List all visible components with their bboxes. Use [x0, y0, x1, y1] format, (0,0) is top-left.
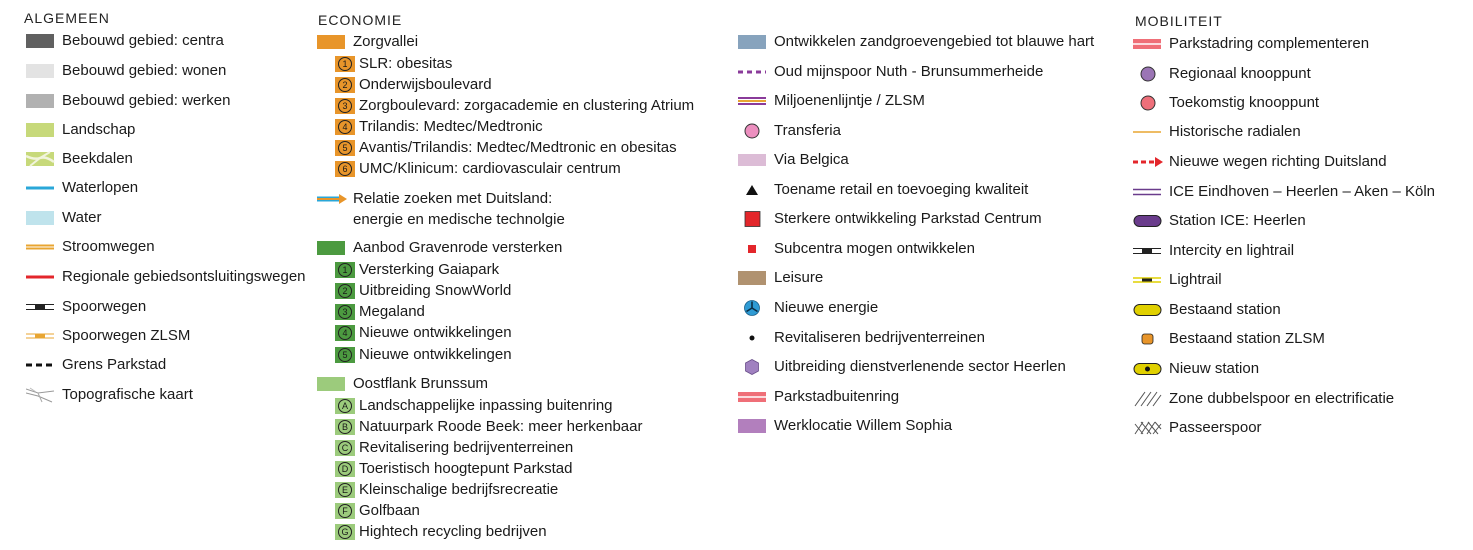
legend-label: Spoorwegen — [62, 298, 147, 315]
retail-triangle-icon — [738, 182, 768, 198]
legend-item-zorg-3 — [335, 95, 694, 116]
legend-item-stroomwegen — [26, 236, 155, 257]
legend-item-oud-mijnspoor — [738, 61, 1043, 82]
legend-label: Nieuwe ontwikkelingen — [359, 324, 512, 341]
letter-badge-icon: D — [335, 461, 355, 477]
legend-item-gravenrode-4 — [335, 322, 512, 343]
legend-label: Oud mijnspoor Nuth - Brunsummerheide — [774, 63, 1044, 80]
zlsm-station-icon — [1133, 331, 1163, 347]
legend-item-gravenrode-1 — [335, 259, 499, 280]
legend-item-buitenring — [738, 386, 899, 407]
legend-item-zorg-4 — [335, 116, 543, 137]
zlsm-line-icon — [26, 328, 56, 344]
gravenrode-swatch-icon — [317, 240, 347, 256]
legend-item-regionaal-knooppunt — [1133, 63, 1311, 84]
bestaand-station-icon — [1133, 302, 1163, 318]
legend-item-bestaand-station — [1133, 299, 1281, 320]
legend-label: Landschap — [62, 121, 136, 138]
legend-item-zlsm — [26, 325, 190, 346]
arrow-dashed-icon — [1133, 154, 1163, 170]
legend-label: Versterking Gaiapark — [359, 261, 500, 278]
legend-item-ice-station — [1133, 210, 1306, 231]
legend-item-retail — [738, 179, 1028, 200]
number-badge-icon: 3 — [335, 304, 355, 320]
water-swatch-icon — [26, 210, 56, 226]
legend-label: Toeristisch hoogtepunt Parkstad — [359, 460, 573, 477]
legend-label: Ontwikkelen zandgroevengebied tot blauwe hart — [774, 33, 1095, 50]
wonen-swatch-icon — [26, 63, 56, 79]
historisch-line-icon — [1133, 124, 1163, 140]
legend-item-parkstadring — [1133, 33, 1369, 54]
legend-label: Revitaliseren bedrijventerreinen — [774, 329, 985, 346]
legend-label: Uitbreiding dienstverlenende sector Heerlen — [774, 358, 1066, 375]
letter-badge-icon: F — [335, 503, 355, 519]
number-badge-icon: 5 — [335, 347, 355, 363]
centrum-square-icon — [738, 211, 768, 227]
legend-item-grens — [26, 354, 166, 375]
toekomstig-circle-icon — [1133, 95, 1163, 111]
number-badge-icon: 4 — [335, 119, 355, 135]
legend-label: UMC/Klinicum: cardiovasculair centrum — [359, 160, 621, 177]
legend-item-miljoenenlijntje — [738, 90, 925, 111]
legend-item-transferia — [738, 120, 841, 141]
legend-label: Golfbaan — [359, 502, 420, 519]
sophia-swatch-icon — [738, 418, 768, 434]
economie-heading: ECONOMIE — [318, 12, 403, 28]
leisure-swatch-icon — [738, 270, 768, 286]
centra-swatch-icon — [26, 33, 56, 49]
legend-item-gravenrode — [317, 237, 562, 258]
legend-item-centra — [26, 30, 224, 51]
zorgvallei-swatch-icon — [317, 34, 347, 50]
legend-label: Nieuwe wegen richting Duitsland — [1169, 153, 1387, 170]
legend-item-passeerspoor — [1133, 417, 1262, 438]
legend-label: Werklocatie Willem Sophia — [774, 417, 953, 434]
legend-label: Bestaand station — [1169, 301, 1281, 318]
nieuw-station-icon — [1133, 361, 1163, 377]
legend-label: Regionale gebiedsontsluitingswegen — [62, 268, 306, 285]
legend-item-energie — [738, 297, 878, 318]
legend-label: Miljoenenlijntje / ZLSM — [774, 92, 925, 109]
lightrail-line-icon — [1133, 272, 1163, 288]
algemeen-heading: ALGEMEEN — [24, 10, 110, 26]
legend-label: Toekomstig knooppunt — [1169, 94, 1320, 111]
spoorwegen-line-icon — [26, 299, 56, 315]
legend-item-leisure — [738, 267, 823, 288]
legend-item-waterlopen — [26, 177, 138, 198]
legend-label: Avantis/Trilandis: Medtec/Medtronic en obesitas — [359, 139, 677, 156]
number-badge-icon: 2 — [335, 77, 355, 93]
legend-label: Subcentra mogen ontwikkelen — [774, 240, 975, 257]
legend-label: Via Belgica — [774, 151, 849, 168]
legend-item-lightrail — [1133, 269, 1222, 290]
legend-label: Toename retail en toevoeging kwaliteit — [774, 181, 1029, 198]
legend-label: Transferia — [774, 122, 841, 139]
legend-item-oostflank-e — [335, 479, 558, 500]
legend-item-nieuw-station — [1133, 358, 1259, 379]
legend-item-werken — [26, 90, 230, 111]
number-badge-icon: 2 — [335, 283, 355, 299]
letter-badge-icon: G — [335, 524, 355, 540]
legend-item-spoorwegen — [26, 296, 146, 317]
legend-item-zorg-6 — [335, 158, 621, 179]
legend-item-oostflank-b — [335, 416, 643, 437]
legend-label: energie en medische technolgie — [353, 211, 565, 228]
miljoenenlijntje-line-icon — [738, 93, 768, 109]
legend-item-oostflank-d — [335, 458, 572, 479]
legend-item-zlsm-station — [1133, 328, 1325, 349]
legend-label: Zorgboulevard: zorgacademie en clustering Atrium — [359, 97, 695, 114]
regionale-line-icon — [26, 269, 56, 285]
legend-item-zorgvallei — [317, 31, 418, 52]
legend-item-wonen — [26, 60, 226, 81]
legend-label: Nieuwe ontwikkelingen — [359, 346, 512, 363]
hatch-icon — [1133, 391, 1163, 407]
legend-item-toekomstig-knooppunt — [1133, 92, 1319, 113]
topografie-icon — [26, 387, 56, 403]
legend-item-landschap — [26, 119, 135, 140]
legend-label: Aanbod Gravenrode versterken — [353, 239, 563, 256]
beekdalen-swatch-icon — [26, 151, 56, 167]
zandgroeve-swatch-icon — [738, 34, 768, 50]
legend-item-relatie — [317, 188, 552, 209]
legend-item-via-belgica — [738, 149, 849, 170]
legend-label: Topografische kaart — [62, 386, 193, 403]
legend-item-beekdalen — [26, 148, 133, 169]
legend-item-relatie-line2 — [353, 209, 565, 230]
legend-label: Leisure — [774, 269, 824, 286]
ice-station-icon — [1133, 213, 1163, 229]
stroomwegen-line-icon — [26, 239, 56, 255]
buitenring-line-icon — [738, 389, 768, 405]
legend-label: Zorgvallei — [353, 33, 419, 50]
legend-item-zorg-5 — [335, 137, 677, 158]
legend-item-historische-radialen — [1133, 121, 1301, 142]
legend-label: Waterlopen — [62, 179, 139, 196]
legend-item-sophia — [738, 415, 952, 436]
legend-label: Nieuwe energie — [774, 299, 879, 316]
legend-item-water — [26, 207, 101, 228]
legend-label: Stroomwegen — [62, 238, 155, 255]
legend-label: Megaland — [359, 303, 425, 320]
legend-item-oostflank-g — [335, 521, 547, 542]
legend-label: Spoorwegen ZLSM — [62, 327, 191, 344]
legend-label: Bebouwd gebied: centra — [62, 32, 224, 49]
legend-item-dienstverlenend — [738, 356, 1066, 377]
legend-label: Kleinschalige bedrijfsrecreatie — [359, 481, 559, 498]
grens-dashed-icon — [26, 357, 56, 373]
legend-label: Revitalisering bedrijventerreinen — [359, 439, 574, 456]
number-badge-icon: 5 — [335, 140, 355, 156]
legend-label: Bebouwd gebied: wonen — [62, 62, 227, 79]
legend-label: Zone dubbelspoor en electrificatie — [1169, 390, 1395, 407]
legend-label: ICE Eindhoven – Heerlen – Aken – Köln — [1169, 183, 1436, 200]
legend-label: Water — [62, 209, 102, 226]
legend-item-nieuwe-wegen — [1133, 151, 1387, 172]
legend-label: Sterkere ontwikkeling Parkstad Centrum — [774, 210, 1042, 227]
letter-badge-icon: B — [335, 419, 355, 435]
legend-item-subcentra — [738, 238, 975, 259]
legend-item-oostflank-c — [335, 437, 573, 458]
number-badge-icon: 1 — [335, 262, 355, 278]
intercity-line-icon — [1133, 243, 1163, 259]
legend-item-oostflank-a — [335, 395, 613, 416]
ice-line-icon — [1133, 184, 1163, 200]
energie-icon — [738, 300, 768, 316]
legend-label: Intercity en lightrail — [1169, 242, 1295, 259]
legend-label: Lightrail — [1169, 271, 1222, 288]
oostflank-swatch-icon — [317, 376, 347, 392]
legend-item-gravenrode-2 — [335, 280, 511, 301]
legend-label: Uitbreiding SnowWorld — [359, 282, 512, 299]
waterlopen-line-icon — [26, 180, 56, 196]
legend-label: Onderwijsboulevard — [359, 76, 492, 93]
legend-item-oostflank — [317, 373, 488, 394]
legend-label: Regionaal knooppunt — [1169, 65, 1311, 82]
legend-item-gravenrode-5 — [335, 344, 512, 365]
legend-item-zorg-1 — [335, 53, 452, 74]
legend-item-gravenrode-3 — [335, 301, 425, 322]
hexagon-icon — [738, 359, 768, 375]
legend-label: Historische radialen — [1169, 123, 1301, 140]
legend-label: Parkstadbuitenring — [774, 388, 900, 405]
legend-label: Landschappelijke inpassing buitenring — [359, 397, 613, 414]
number-badge-icon: 4 — [335, 325, 355, 341]
legend-label: Parkstadring complementeren — [1169, 35, 1370, 52]
legend-label: Nieuw station — [1169, 360, 1260, 377]
legend-item-dubbelspoor — [1133, 388, 1394, 409]
legend-label: Beekdalen — [62, 150, 133, 167]
legend-item-zandgroeve — [738, 31, 1094, 52]
oud-mijnspoor-dashed-icon — [738, 64, 768, 80]
letter-badge-icon: A — [335, 398, 355, 414]
relatie-arrow-icon — [317, 191, 347, 207]
legend-item-topografie — [26, 384, 193, 405]
legend-label: Oostflank Brunssum — [353, 375, 489, 392]
legend-item-intercity — [1133, 240, 1294, 261]
legend-item-zorg-2 — [335, 74, 492, 95]
legend-label: Station ICE: Heerlen — [1169, 212, 1306, 229]
legend-label: SLR: obesitas — [359, 55, 453, 72]
landschap-swatch-icon — [26, 122, 56, 138]
legend-label: Bestaand station ZLSM — [1169, 330, 1325, 347]
subcentra-square-icon — [738, 241, 768, 257]
legend-label: Bebouwd gebied: werken — [62, 92, 231, 109]
mobiliteit-heading: MOBILITEIT — [1135, 13, 1223, 29]
regionaal-circle-icon — [1133, 66, 1163, 82]
legend-label: Hightech recycling bedrijven — [359, 523, 547, 540]
legend-item-revitaliseren — [738, 327, 985, 348]
legend-label: Passeerspoor — [1169, 419, 1262, 436]
letter-badge-icon: C — [335, 440, 355, 456]
number-badge-icon: 6 — [335, 161, 355, 177]
legend-item-regionale — [26, 266, 306, 287]
dot-icon — [738, 330, 768, 346]
legend-label: Trilandis: Medtec/Medtronic — [359, 118, 543, 135]
number-badge-icon: 3 — [335, 98, 355, 114]
legend-item-centrum — [738, 208, 1042, 229]
parkstadring-line-icon — [1133, 36, 1163, 52]
werken-swatch-icon — [26, 93, 56, 109]
legend-item-ice — [1133, 181, 1435, 202]
transferia-circle-icon — [738, 123, 768, 139]
letter-badge-icon: E — [335, 482, 355, 498]
passeerspoor-icon — [1133, 420, 1163, 436]
via-belgica-swatch-icon — [738, 152, 768, 168]
legend-label: Natuurpark Roode Beek: meer herkenbaar — [359, 418, 643, 435]
legend-label: Grens Parkstad — [62, 356, 167, 373]
number-badge-icon: 1 — [335, 56, 355, 72]
legend-label: Relatie zoeken met Duitsland: — [353, 190, 553, 207]
legend-item-oostflank-f — [335, 500, 420, 521]
